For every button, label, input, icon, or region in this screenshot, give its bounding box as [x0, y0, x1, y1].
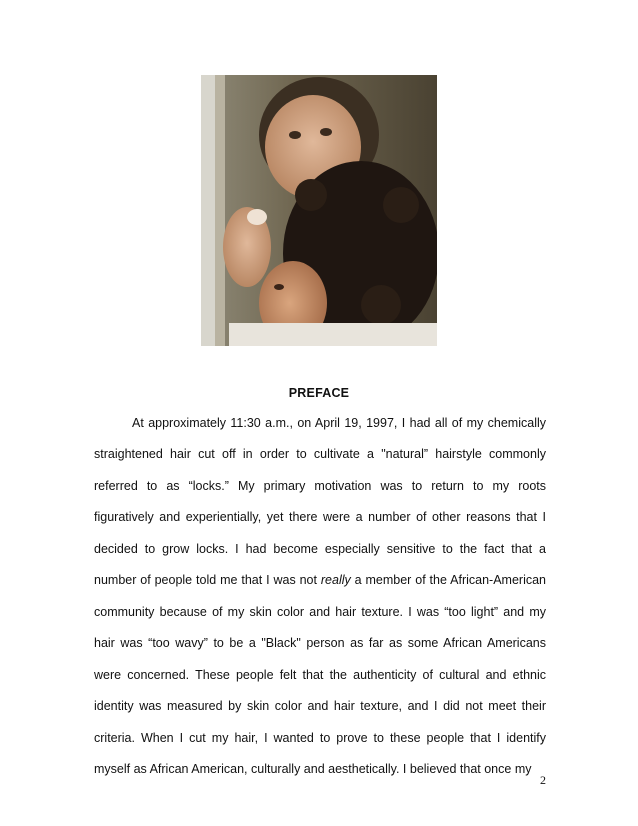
preface-heading: PREFACE	[288, 386, 350, 400]
paragraph-line: referred to as “locks.” My primary motivation was to return to my roots	[94, 479, 546, 493]
line-text: number of people told me that I was not	[94, 573, 321, 587]
page-number: 2	[540, 773, 546, 787]
line-text: a member of the African-American	[350, 573, 547, 587]
paragraph-line: identity was measured by skin color and hair texture, and I did not meet their	[94, 699, 546, 713]
paragraph-line: myself as African American, culturally and aesthetically. I believed that once my	[94, 762, 532, 776]
paragraph-line: straightened hair cut off in order to cultivate a "natural” hairstyle commonly	[94, 447, 546, 461]
paragraph-line: hair was “too wavy” to be a "Black" person as far as some African Americans	[94, 636, 546, 650]
paragraph-line: figuratively and experientially, yet there were a number of other reasons that I	[94, 510, 546, 524]
paragraph-line	[94, 572, 546, 588]
paragraph-line: were concerned. These people felt that the authenticity of cultural and ethnic	[94, 668, 546, 682]
paragraph-line: community because of my skin color and hair texture. I was “too light” and my	[94, 605, 546, 619]
paragraph-line: decided to grow locks. I had become especially sensitive to the fact that a	[94, 542, 546, 556]
emphasis-text: really	[320, 573, 351, 587]
paragraph-line: criteria. When I cut my hair, I wanted to prove to these people that I identify	[94, 731, 546, 745]
paragraph-line: At approximately 11:30 a.m., on April 19, 1997, I had all of my chemically	[132, 416, 546, 430]
preface-photo	[201, 75, 437, 346]
